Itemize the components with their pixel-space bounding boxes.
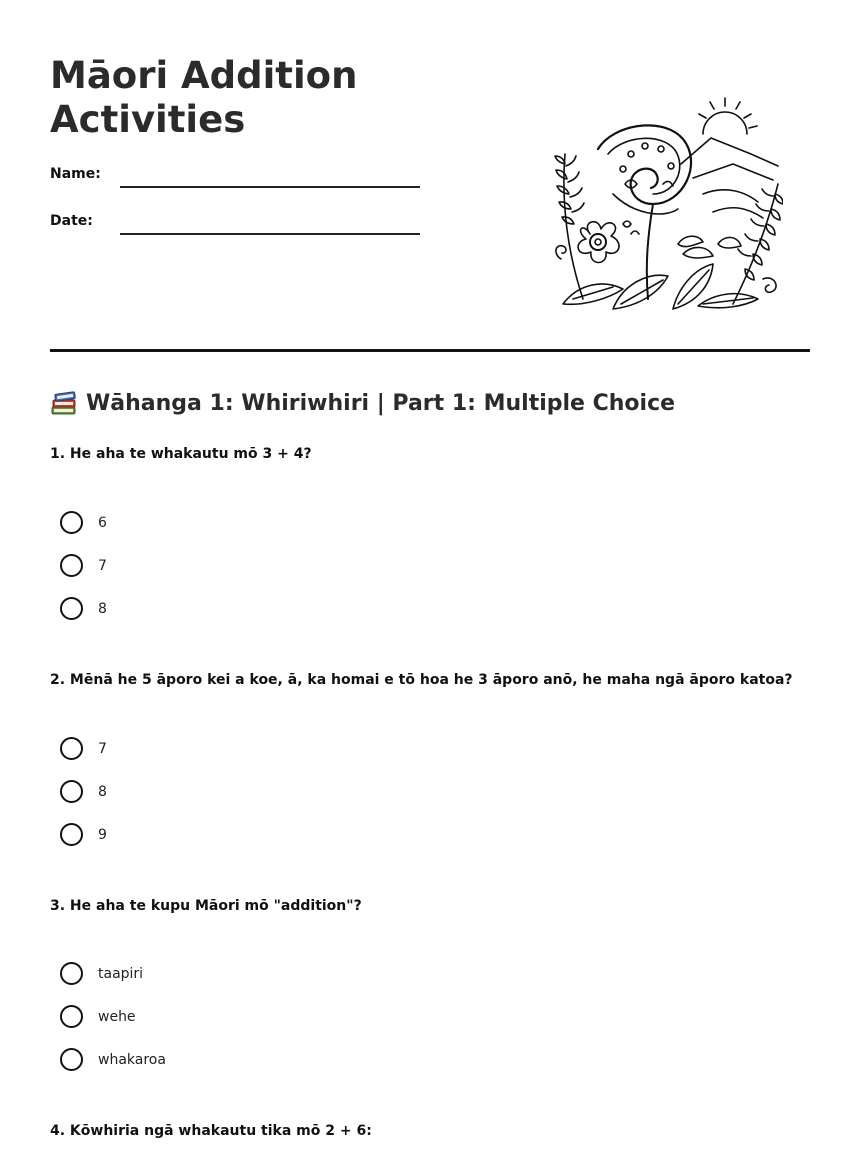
radio-button[interactable]: [60, 962, 83, 985]
option-label: 8: [98, 783, 107, 800]
question-1-option-c[interactable]: [60, 597, 107, 620]
radio-button[interactable]: [60, 780, 83, 803]
section-1-heading: Wāhanga 1: Whiriwhiri | Part 1: Multiple Choice: [86, 390, 676, 416]
question-3-option-a[interactable]: [60, 962, 143, 985]
question-4: 4. Kōwhiria ngā whakautu tika mō 2 + 6:: [50, 1123, 372, 1139]
radio-button[interactable]: [60, 1005, 83, 1028]
option-label: 6: [98, 514, 107, 531]
radio-button[interactable]: [60, 737, 83, 760]
radio-button[interactable]: [60, 823, 83, 846]
radio-button[interactable]: [60, 597, 83, 620]
option-label: taapiri: [98, 965, 144, 982]
option-label: 7: [98, 557, 107, 574]
option-label: wehe: [98, 1008, 136, 1025]
question-1: 1. He aha te whakautu mō 3 + 4?: [50, 446, 312, 462]
question-3-option-c[interactable]: [60, 1048, 166, 1071]
option-label: 7: [98, 740, 107, 757]
title-line-1: Māori Addition: [50, 54, 358, 97]
question-1-option-a[interactable]: [60, 511, 107, 534]
radio-button[interactable]: [60, 1048, 83, 1071]
question-2-option-a[interactable]: [60, 737, 107, 760]
option-label: 9: [98, 826, 107, 843]
question-2-option-b[interactable]: [60, 780, 107, 803]
title-line-2: Activities: [50, 98, 246, 141]
header-divider: [50, 349, 810, 352]
name-label: Name:: [50, 166, 101, 182]
books-icon: [50, 390, 78, 416]
worksheet-title: [50, 54, 470, 142]
question-1-option-b[interactable]: [60, 554, 107, 577]
option-label: 8: [98, 600, 107, 617]
question-3: 3. He aha te kupu Māori mō "addition"?: [50, 898, 362, 914]
question-2-option-c[interactable]: [60, 823, 107, 846]
koru-fern-illustration: [553, 94, 783, 316]
question-2: 2. Mēnā he 5 āporo kei a koe, ā, ka homai e tō hoa he 3 āporo anō, he maha ngā āporo katoa?: [50, 672, 793, 688]
date-line[interactable]: [120, 233, 420, 235]
option-label: whakaroa: [98, 1051, 166, 1068]
worksheet-header: [50, 54, 810, 350]
radio-button[interactable]: [60, 554, 83, 577]
radio-button[interactable]: [60, 511, 83, 534]
date-label: Date:: [50, 213, 93, 229]
section-1-title: [50, 390, 675, 416]
question-3-option-b[interactable]: [60, 1005, 136, 1028]
name-line[interactable]: [120, 186, 420, 188]
